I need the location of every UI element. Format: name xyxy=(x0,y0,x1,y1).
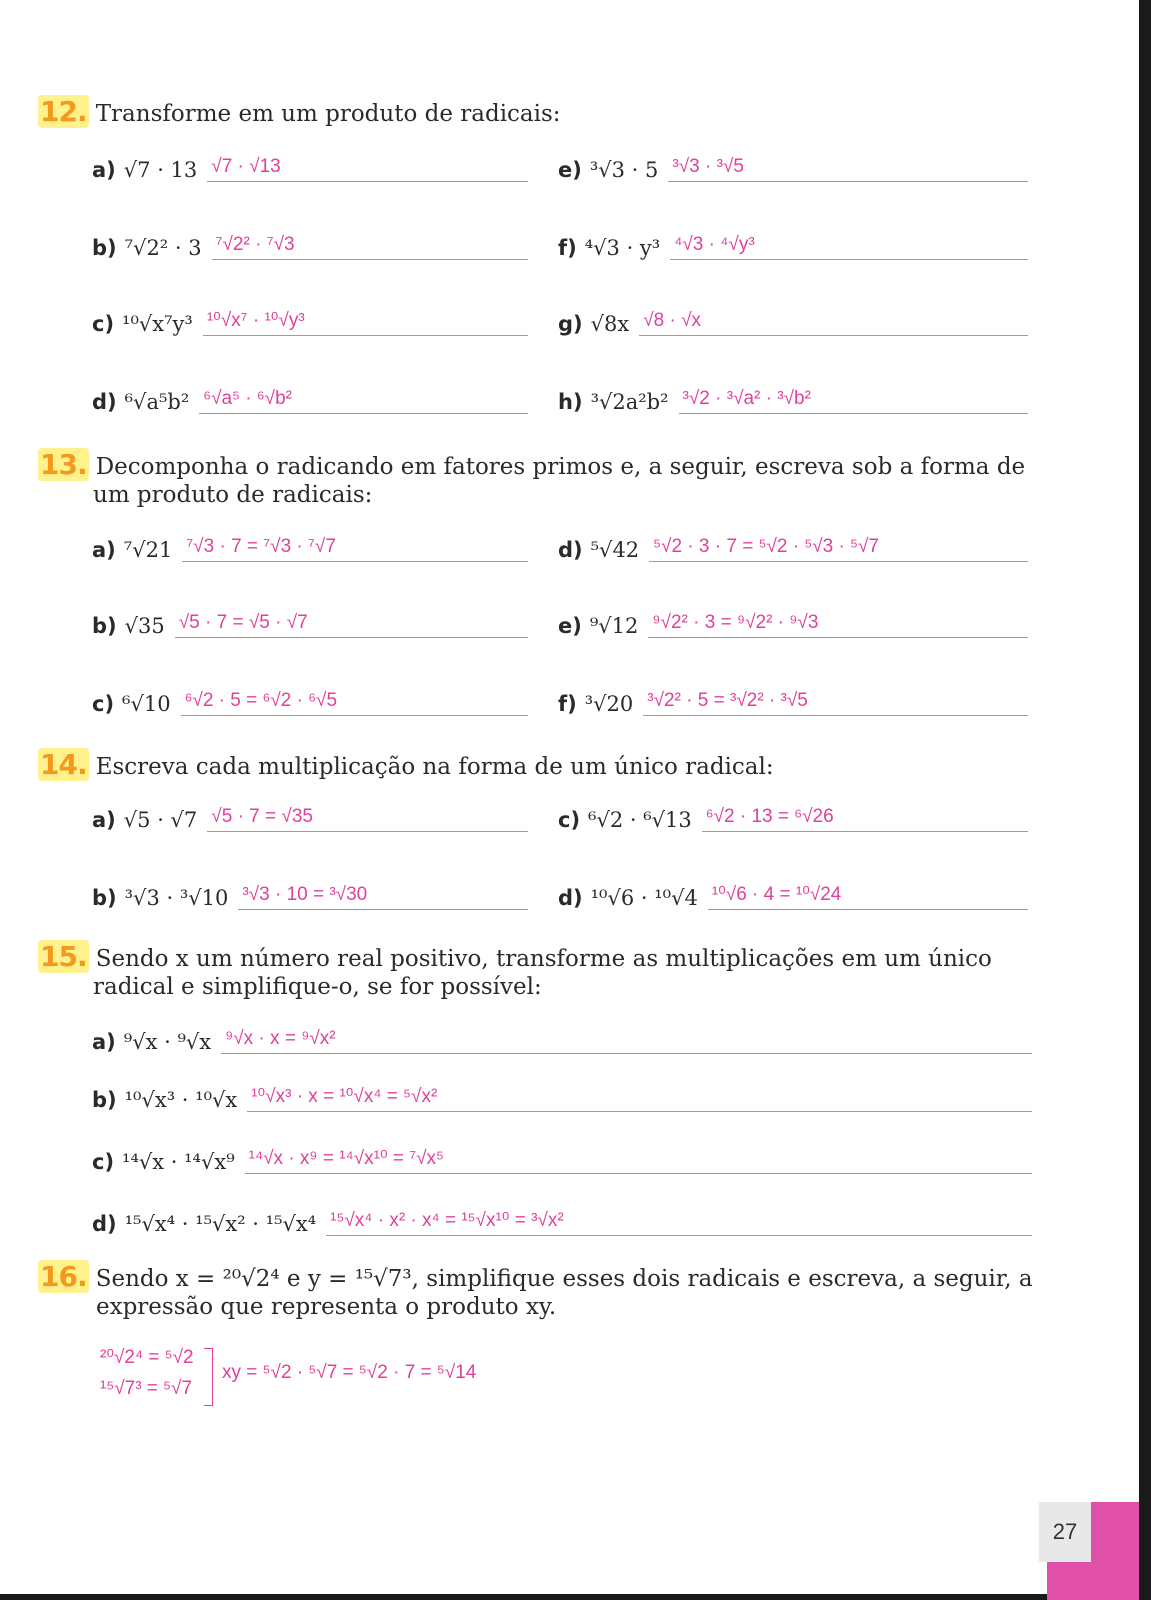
handwritten-answer: ⁶√2 · 13 = ⁶√26 xyxy=(705,806,834,827)
item-expression: ⁶√a⁵b² xyxy=(124,390,190,414)
item-label: b) xyxy=(92,614,117,638)
answer-line xyxy=(221,1023,1032,1054)
answer-line xyxy=(182,531,528,562)
item-expression: √5 · √7 xyxy=(123,808,198,832)
item-label: b) xyxy=(92,236,117,260)
item-expression: ⁷√2² · 3 xyxy=(124,236,202,260)
question-number: 14. xyxy=(40,748,87,781)
question-text: Decomponha o radicando em fatores primos e, a seguir, escreva sob a forma de xyxy=(95,454,1026,480)
handwritten-answer: ³√2 · ³√a² · ³√b² xyxy=(682,388,811,409)
answer-line xyxy=(207,151,528,182)
q12-item-g xyxy=(558,296,1028,336)
q14-item-b xyxy=(92,870,528,910)
q12-item-e xyxy=(558,142,1028,182)
q13-item-a xyxy=(92,522,528,562)
answer-line xyxy=(207,801,528,832)
handwritten-answer: ⁹√x · x = ⁹√x² xyxy=(225,1028,336,1049)
question-15-header xyxy=(38,940,1038,1001)
item-label: f) xyxy=(558,692,577,716)
handwritten-answer: ⁵√2 · 3 · 7 = ⁵√2 · ⁵√3 · ⁵√7 xyxy=(653,536,879,557)
q12-item-c xyxy=(92,296,528,336)
q13-item-b xyxy=(92,598,528,638)
question-text-continued: radical e simplifique-o, se for possível: xyxy=(93,974,542,1000)
question-16-header xyxy=(38,1260,1038,1321)
q13-item-e xyxy=(558,598,1028,638)
item-label: h) xyxy=(558,390,583,414)
item-expression: ⁶√2 · ⁶√13 xyxy=(588,808,692,832)
item-expression: √7 · 13 xyxy=(123,158,198,182)
question-text: Sendo x um número real positivo, transforme as multiplicações em um único xyxy=(95,946,992,972)
item-expression: ³√20 xyxy=(584,692,634,716)
answer-line xyxy=(649,531,1028,562)
page-edge xyxy=(1139,0,1151,1600)
item-expression: ¹⁴√x · ¹⁴√x⁹ xyxy=(122,1150,235,1174)
item-label: d) xyxy=(558,886,583,910)
item-expression: ¹⁰√6 · ¹⁰√4 xyxy=(590,886,698,910)
item-label: a) xyxy=(92,158,116,182)
item-label: b) xyxy=(92,886,117,910)
answer-line xyxy=(679,383,1028,414)
answer-line xyxy=(648,607,1028,638)
item-expression: ³√3 · 5 xyxy=(589,158,659,182)
handwritten-answer: ³√3 · ³√5 xyxy=(672,156,744,177)
answer-line xyxy=(639,305,1028,336)
q13-item-d xyxy=(558,522,1028,562)
question-text: Transforme em um produto de radicais: xyxy=(95,101,561,127)
answer-line xyxy=(670,229,1028,260)
q14-item-a xyxy=(92,792,528,832)
q15-item-d xyxy=(92,1196,1032,1236)
answer-line xyxy=(247,1081,1032,1112)
handwritten-answer: ⁶√2 · 5 = ⁶√2 · ⁶√5 xyxy=(184,690,338,711)
page-number: 27 xyxy=(1039,1502,1091,1562)
handwritten-answer: ⁶√a⁵ · ⁶√b² xyxy=(203,388,292,409)
item-label: d) xyxy=(92,1212,117,1236)
q12-item-f xyxy=(558,220,1028,260)
answer-line xyxy=(175,607,528,638)
item-label: a) xyxy=(92,808,116,832)
item-expression: ⁹√x · ⁹√x xyxy=(123,1030,212,1054)
item-label: d) xyxy=(558,538,583,562)
question-14-header xyxy=(38,748,1038,781)
item-label: e) xyxy=(558,158,582,182)
item-label: a) xyxy=(92,538,116,562)
q15-item-a xyxy=(92,1014,1032,1054)
question-text: Sendo x = ²⁰√2⁴ e y = ¹⁵√7³, simplifique esses dois radicais e escreva, a seguir, a xyxy=(95,1266,1033,1292)
item-expression: ⁶√10 xyxy=(122,692,171,716)
item-expression: ⁹√12 xyxy=(589,614,639,638)
item-expression: ⁴√3 · y³ xyxy=(584,236,661,260)
answer-line xyxy=(326,1205,1032,1236)
item-expression: √35 xyxy=(124,614,165,638)
question-text-continued: um produto de radicais: xyxy=(93,482,373,508)
q13-item-f xyxy=(558,676,1028,716)
question-text: Escreva cada multiplicação na forma de um único radical: xyxy=(95,754,774,780)
q12-item-d xyxy=(92,374,528,414)
question-text-continued: expressão que representa o produto xy. xyxy=(96,1294,557,1320)
handwritten-answer: ³√2² · 5 = ³√2² · ³√5 xyxy=(647,690,808,711)
item-expression: ³√2a²b² xyxy=(590,390,669,414)
answer-line xyxy=(708,879,1028,910)
item-label: c) xyxy=(92,1150,115,1174)
item-label: b) xyxy=(92,1088,117,1112)
q15-item-c xyxy=(92,1134,1032,1174)
item-label: c) xyxy=(92,312,115,336)
item-expression: √8x xyxy=(590,312,630,336)
answer-line xyxy=(668,151,1028,182)
handwritten-answer: √5 · 7 = √35 xyxy=(211,806,313,827)
q14-item-d xyxy=(558,870,1028,910)
item-label: f) xyxy=(558,236,577,260)
q15-item-b xyxy=(92,1072,1032,1112)
q12-item-h xyxy=(558,374,1028,414)
answer-line xyxy=(245,1143,1032,1174)
handwritten-answer: ¹⁰√6 · 4 = ¹⁰√24 xyxy=(711,884,842,905)
answer-line xyxy=(702,801,1028,832)
q16-solution-product: xy = ⁵√2 · ⁵√7 = ⁵√2 · 7 = ⁵√14 xyxy=(222,1362,477,1383)
answer-line xyxy=(212,229,528,260)
question-number: 16. xyxy=(40,1260,87,1293)
q14-item-c xyxy=(558,792,1028,832)
question-number: 15. xyxy=(40,940,87,973)
q16-solution-y: ¹⁵√7³ = ⁵√7 xyxy=(100,1378,193,1399)
q12-item-b xyxy=(92,220,528,260)
answer-line xyxy=(238,879,528,910)
item-label: d) xyxy=(92,390,117,414)
handwritten-answer: ⁷√3 · 7 = ⁷√3 · ⁷√7 xyxy=(186,536,336,557)
item-label: e) xyxy=(558,614,582,638)
answer-line xyxy=(199,383,528,414)
item-expression: ³√3 · ³√10 xyxy=(124,886,229,910)
handwritten-answer: ¹⁰√x³ · x = ¹⁰√x⁴ = ⁵√x² xyxy=(251,1086,438,1107)
item-label: a) xyxy=(92,1030,116,1054)
handwritten-answer: ¹⁴√x · x⁹ = ¹⁴√x¹⁰ = ⁷√x⁵ xyxy=(248,1148,444,1169)
handwritten-answer: √7 · √13 xyxy=(211,156,281,177)
brace xyxy=(204,1348,213,1406)
q16-solution-x: ²⁰√2⁴ = ⁵√2 xyxy=(100,1347,194,1368)
page-bottom-edge xyxy=(0,1594,1151,1600)
item-label: c) xyxy=(558,808,581,832)
answer-line xyxy=(643,685,1028,716)
question-13-header xyxy=(38,448,1038,509)
answer-line xyxy=(181,685,528,716)
answer-line xyxy=(203,305,528,336)
item-expression: ¹⁰√x⁷y³ xyxy=(122,312,193,336)
handwritten-answer: ⁷√2² · ⁷√3 xyxy=(215,234,295,255)
item-expression: ⁷√21 xyxy=(123,538,173,562)
question-number: 13. xyxy=(40,448,87,481)
item-expression: ¹⁵√x⁴ · ¹⁵√x² · ¹⁵√x⁴ xyxy=(124,1212,317,1236)
item-label: c) xyxy=(92,692,115,716)
handwritten-answer: √5 · 7 = √5 · √7 xyxy=(178,612,308,633)
item-label: g) xyxy=(558,312,583,336)
question-12-header xyxy=(38,95,1038,128)
handwritten-answer: ⁴√3 · ⁴√y³ xyxy=(674,234,755,255)
handwritten-answer: ¹⁵√x⁴ · x² · x⁴ = ¹⁵√x¹⁰ = ³√x² xyxy=(330,1210,564,1231)
handwritten-answer: ⁹√2² · 3 = ⁹√2² · ⁹√3 xyxy=(652,612,819,633)
handwritten-answer: √8 · √x xyxy=(643,310,702,331)
question-number: 12. xyxy=(40,95,87,128)
handwritten-answer: ³√3 · 10 = ³√30 xyxy=(242,884,368,905)
item-expression: ⁵√42 xyxy=(590,538,640,562)
handwritten-answer: ¹⁰√x⁷ · ¹⁰√y³ xyxy=(206,310,305,331)
q12-item-a xyxy=(92,142,528,182)
item-expression: ¹⁰√x³ · ¹⁰√x xyxy=(124,1088,238,1112)
q13-item-c xyxy=(92,676,528,716)
